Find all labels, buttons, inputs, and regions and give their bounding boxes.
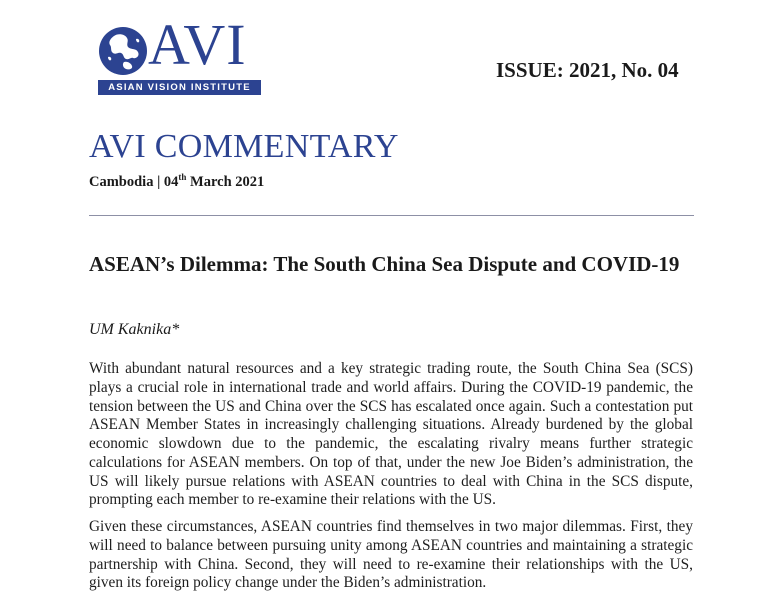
- issue-number: ISSUE: 2021, No. 04: [496, 58, 679, 82]
- body-paragraph-1: With abundant natural resources and a key strategic trading route, the South China Sea (SCS) plays a crucial role in international trade and world affairs. During the COVID-19 pandemic, the tension between the US and China over the SCS has escalated once again. Such a contestation put ASEAN Member States in increasingly challenging situations. Already burdened by the global economic slowdown due to the pandemic, the escalating rivalry means further strategic calculations for ASEAN members. On top of that, under the new Joe Biden’s administration, the US will likely pursue relations with ASEAN countries to deal with China in the SCS dispute, prompting each member to re-examine their relations with the US.: [89, 360, 693, 509]
- body-paragraph-2: Given these circumstances, ASEAN countries find themselves in two major dilemmas. First, they will need to balance between pursuing unity among ASEAN countries and maintaining a strategic partnership with China. Second, they will need to re-examine their relationships with the US, given its foreign policy change under the Biden’s administration.: [89, 518, 693, 592]
- author-name: UM Kaknika*: [89, 321, 180, 338]
- dateline-location: Cambodia | 04: [89, 174, 179, 190]
- divider: [89, 215, 694, 216]
- date-ordinal-suffix: th: [178, 172, 187, 182]
- dateline-date: March 2021: [186, 174, 265, 190]
- article-headline: ASEAN’s Dilemma: The South China Sea Dispute and COVID-19: [89, 252, 680, 276]
- dateline: [89, 174, 264, 191]
- avi-logo: [98, 12, 261, 96]
- logo-tagline: ASIAN VISION INSTITUTE: [98, 80, 261, 95]
- logo-wordmark: AVI: [148, 12, 247, 77]
- globe-icon: [98, 26, 148, 76]
- page-title: AVI COMMENTARY: [89, 128, 399, 165]
